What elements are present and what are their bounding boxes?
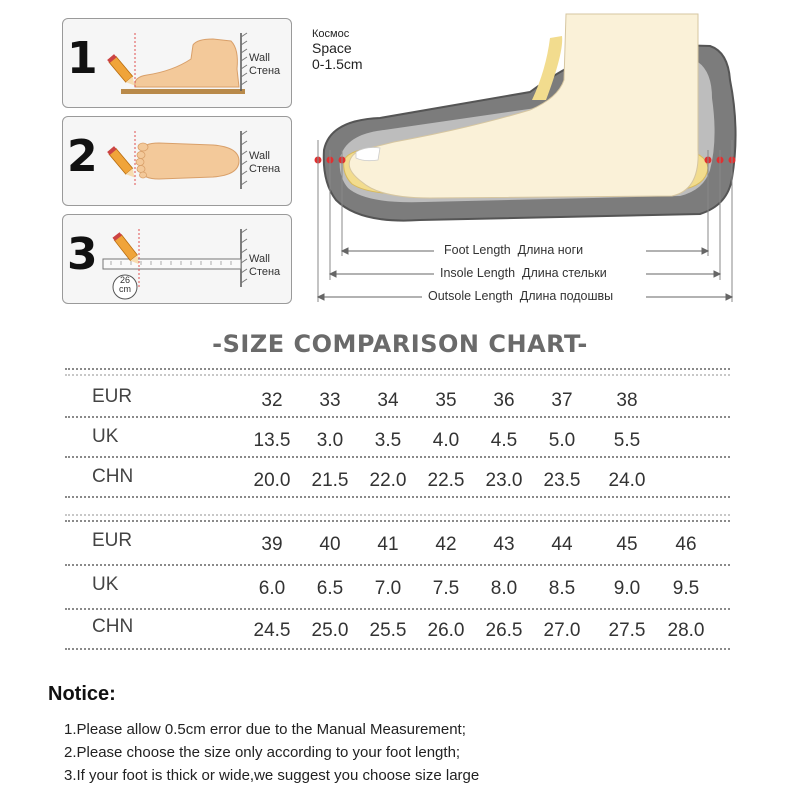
wall-label: Wall Стена: [249, 253, 281, 278]
row-label: UK: [92, 426, 119, 447]
chn-row: [65, 610, 730, 650]
size-cell: 24.0: [608, 470, 646, 491]
size-cell: 41: [377, 534, 399, 555]
size-cell: 34: [377, 390, 399, 411]
size-cell: 23.5: [543, 470, 581, 491]
size-cell: 7.0: [374, 578, 402, 599]
size-cell: 24.5: [253, 620, 291, 641]
chart-title: -SIZE COMPARISON CHART-: [212, 330, 588, 358]
wall-label: Wall Стена: [249, 150, 281, 175]
uk-row: [65, 420, 730, 460]
row-label: EUR: [92, 386, 133, 407]
size-cell: 9.5: [672, 578, 700, 599]
size-cell: 25.0: [311, 620, 349, 641]
size-cell: 25.5: [369, 620, 407, 641]
foot-length-label: Foot Length Длина ноги: [444, 243, 584, 257]
step-number: 2: [67, 131, 98, 182]
size-cell: 36: [493, 390, 515, 411]
insole-length-label: Insole Length Длина стельки: [440, 266, 607, 280]
size-cell: 37: [551, 390, 573, 411]
size-cell: 3.0: [316, 430, 344, 451]
ruler-icon: [103, 259, 241, 269]
eur-row: [65, 524, 730, 564]
eur-row: [65, 380, 730, 420]
size-cell: 4.5: [490, 430, 518, 451]
size-cell: 26.0: [427, 620, 465, 641]
size-cell: 8.0: [490, 578, 518, 599]
step-number: 1: [67, 33, 98, 84]
size-cell: 26.5: [485, 620, 523, 641]
size-cell: 44: [551, 534, 573, 555]
row-label: EUR: [92, 530, 133, 551]
notice-line-1: 1.Please allow 0.5cm error due to the Manual Measurement;: [64, 721, 466, 738]
notice-title: Notice:: [48, 683, 116, 705]
size-cell: 32: [261, 390, 283, 411]
pencil-icon: [107, 54, 138, 88]
notice-line-3: 3.If your foot is thick or wide,we suggest you choose size large: [64, 767, 480, 784]
row-label: CHN: [92, 616, 134, 637]
size-cell: 5.5: [613, 430, 641, 451]
measurement-value: 26 cm: [119, 275, 131, 294]
size-cell: 39: [261, 534, 283, 555]
size-cell: 7.5: [432, 578, 460, 599]
size-cell: 27.5: [608, 620, 646, 641]
row-label: UK: [92, 574, 119, 595]
size-cell: 42: [435, 534, 457, 555]
notice-line-2: 2.Please choose the size only according to your foot length;: [64, 744, 461, 761]
size-cell: 8.5: [548, 578, 576, 599]
size-cell: 23.0: [485, 470, 523, 491]
step-number: 3: [67, 229, 98, 280]
size-cell: 43: [493, 534, 515, 555]
size-cell: 45: [616, 534, 638, 555]
size-cell: 46: [675, 534, 697, 555]
size-cell: 40: [319, 534, 341, 555]
space-label: Космос Space 0-1.5cm: [312, 28, 363, 72]
size-cell: 4.0: [432, 430, 460, 451]
uk-row: [65, 568, 730, 608]
size-cell: 38: [616, 390, 638, 411]
step-panel-1: [62, 18, 292, 108]
size-cell: 20.0: [253, 470, 291, 491]
step-panel-3: [62, 214, 292, 304]
size-cell: 22.0: [369, 470, 407, 491]
size-cell: 27.0: [543, 620, 581, 641]
size-table-2: [65, 514, 730, 644]
size-cell: 22.5: [427, 470, 465, 491]
pencil-icon: [107, 146, 138, 180]
size-cell: 5.0: [548, 430, 576, 451]
size-table-1: [65, 368, 730, 498]
size-cell: 6.0: [258, 578, 286, 599]
outsole-length-label: Outsole Length Длина подошвы: [428, 289, 614, 303]
size-cell: 21.5: [311, 470, 349, 491]
step-panel-2: [62, 116, 292, 206]
row-label: CHN: [92, 466, 134, 487]
size-cell: 9.0: [613, 578, 641, 599]
size-cell: 3.5: [374, 430, 402, 451]
size-cell: 35: [435, 390, 457, 411]
size-cell: 13.5: [253, 430, 291, 451]
size-cell: 28.0: [667, 620, 705, 641]
size-cell: 33: [319, 390, 341, 411]
size-cell: 6.5: [316, 578, 344, 599]
chn-row: [65, 460, 730, 500]
wall-label: Wall Стена: [249, 52, 281, 77]
